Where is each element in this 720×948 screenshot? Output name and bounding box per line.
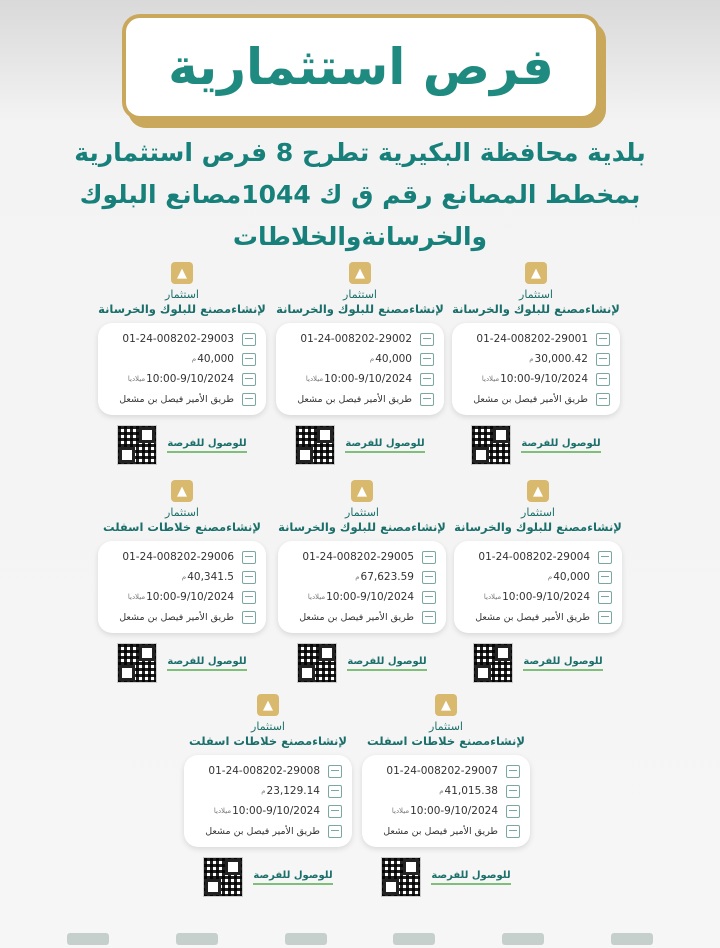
- card-header: [184, 719, 352, 749]
- qr-label: للوصول للفرصة: [167, 656, 246, 671]
- area-unit: م: [369, 355, 375, 363]
- date-row: [286, 369, 434, 389]
- code-row: [194, 761, 342, 781]
- area-unit: م: [181, 573, 187, 581]
- map-icon: [420, 393, 434, 406]
- location: طريق الأمير فيصل بن مشعل: [205, 825, 320, 837]
- qr-code-icon[interactable]: [471, 425, 511, 465]
- deadline-unit: ميلاديا: [305, 375, 324, 383]
- area-unit: م: [439, 787, 444, 795]
- headline-line: بمخطط المصانع رقم ق ك 1044مصانع البلوك: [79, 180, 641, 209]
- opportunity-code: 01-24-008202-29003: [122, 333, 234, 345]
- area-row: [462, 349, 610, 369]
- municipality-logo-icon: ▲: [171, 262, 193, 284]
- code-row: [464, 547, 612, 567]
- code-row: [462, 329, 610, 349]
- municipality-logo-icon: ▲: [435, 694, 457, 716]
- date-row: [372, 801, 520, 821]
- area-value: 41,015.38: [444, 785, 498, 797]
- date-row: [108, 369, 256, 389]
- deadline: 10:00-9/10/2024: [146, 373, 234, 385]
- qr-label: للوصول للفرصة: [523, 656, 602, 671]
- opportunity-card: [452, 262, 620, 465]
- card-kind: استثمار: [429, 720, 463, 733]
- card-title: لإنشاءمصنع للبلوك والخرسانة: [454, 520, 622, 534]
- qr-code-icon[interactable]: [381, 857, 421, 897]
- card-header: [362, 719, 530, 749]
- area-icon: [506, 785, 520, 798]
- calendar-icon: [328, 805, 342, 818]
- map-icon: [242, 611, 256, 624]
- opportunity-card: [98, 480, 266, 683]
- area-icon: [422, 571, 436, 584]
- map-icon: [242, 393, 256, 406]
- calendar-icon: [242, 591, 256, 604]
- card-kind: استثمار: [519, 288, 553, 301]
- deadline-unit: ميلاديا: [213, 807, 232, 815]
- card-kind: استثمار: [165, 288, 199, 301]
- id-icon: [328, 765, 342, 778]
- headline-line: بلدية محافظة البكيرية تطرح 8 فرص استثمارية: [74, 138, 646, 167]
- qr-code-icon[interactable]: [297, 643, 337, 683]
- map-icon: [598, 611, 612, 624]
- qr-row[interactable]: [278, 643, 446, 683]
- qr-label: للوصول للفرصة: [431, 870, 510, 885]
- deadline: 10:00-9/10/2024: [232, 805, 320, 817]
- opportunity-code: 01-24-008202-29005: [302, 551, 414, 563]
- page-title: فرص استثمارية: [168, 38, 554, 96]
- id-icon: [506, 765, 520, 778]
- code-row: [286, 329, 434, 349]
- card-details: [276, 323, 444, 415]
- area-value: 67,623.59: [360, 571, 414, 583]
- card-kind: استثمار: [345, 506, 379, 519]
- card-kind: استثمار: [343, 288, 377, 301]
- card-details: [98, 541, 266, 633]
- partner-logo: [176, 933, 218, 945]
- qr-row[interactable]: [98, 425, 266, 465]
- location-row: [288, 607, 436, 627]
- area-row: [464, 567, 612, 587]
- location: طريق الأمير فيصل بن مشعل: [383, 825, 498, 837]
- area-icon: [242, 353, 256, 366]
- qr-row[interactable]: [362, 857, 530, 897]
- partner-logo: [285, 933, 327, 945]
- area-row: [108, 567, 256, 587]
- card-details: [362, 755, 530, 847]
- municipality-logo-icon: ▲: [525, 262, 547, 284]
- qr-label: للوصول للفرصة: [253, 870, 332, 885]
- footer-logos: [0, 930, 720, 948]
- qr-code-icon[interactable]: [295, 425, 335, 465]
- id-icon: [596, 333, 610, 346]
- card-kind: استثمار: [521, 506, 555, 519]
- card-header: [98, 287, 266, 317]
- map-icon: [506, 825, 520, 838]
- opportunity-card: [276, 262, 444, 465]
- card-header: [452, 287, 620, 317]
- area-value: 40,000: [375, 353, 412, 365]
- code-row: [372, 761, 520, 781]
- location: طريق الأمير فيصل بن مشعل: [475, 611, 590, 623]
- calendar-icon: [596, 373, 610, 386]
- card-details: [278, 541, 446, 633]
- deadline-unit: ميلاديا: [481, 375, 500, 383]
- area-icon: [420, 353, 434, 366]
- card-title: لإنشاءمصنع للبلوك والخرسانة: [276, 302, 444, 316]
- location: طريق الأمير فيصل بن مشعل: [119, 393, 234, 405]
- opportunity-code: 01-24-008202-29004: [478, 551, 590, 563]
- id-icon: [420, 333, 434, 346]
- location-row: [372, 821, 520, 841]
- municipality-logo-icon: ▲: [527, 480, 549, 502]
- area-unit: م: [355, 573, 360, 581]
- opportunity-code: 01-24-008202-29007: [386, 765, 498, 777]
- deadline-unit: ميلاديا: [127, 593, 146, 601]
- date-row: [194, 801, 342, 821]
- opportunity-card: [454, 480, 622, 683]
- calendar-icon: [420, 373, 434, 386]
- deadline: 10:00-9/10/2024: [502, 591, 590, 603]
- opportunity-code: 01-24-008202-29006: [122, 551, 234, 563]
- calendar-icon: [506, 805, 520, 818]
- map-icon: [596, 393, 610, 406]
- calendar-icon: [242, 373, 256, 386]
- area-icon: [242, 571, 256, 584]
- location-row: [462, 389, 610, 409]
- area-value: 30,000.42: [534, 353, 588, 365]
- deadline: 10:00-9/10/2024: [326, 591, 414, 603]
- location-row: [108, 389, 256, 409]
- calendar-icon: [422, 591, 436, 604]
- location-row: [108, 607, 256, 627]
- partner-logo: [393, 933, 435, 945]
- area-row: [286, 349, 434, 369]
- qr-label: للوصول للفرصة: [345, 438, 424, 453]
- card-header: [98, 505, 266, 535]
- card-title: لإنشاءمصنع للبلوك والخرسانة: [278, 520, 446, 534]
- card-title: لإنشاءمصنع خلاطات اسفلت: [189, 734, 347, 748]
- area-unit: م: [529, 355, 534, 363]
- card-header: [276, 287, 444, 317]
- id-icon: [242, 551, 256, 564]
- opportunity-code: 01-24-008202-29002: [300, 333, 412, 345]
- area-row: [372, 781, 520, 801]
- id-icon: [422, 551, 436, 564]
- deadline: 10:00-9/10/2024: [146, 591, 234, 603]
- qr-label: للوصول للفرصة: [167, 438, 246, 453]
- area-value: 23,129.14: [266, 785, 320, 797]
- qr-row[interactable]: [454, 643, 622, 683]
- municipality-logo-icon: ▲: [171, 480, 193, 502]
- code-row: [108, 329, 256, 349]
- opportunity-code: 01-24-008202-29001: [476, 333, 588, 345]
- municipality-logo-icon: ▲: [257, 694, 279, 716]
- date-row: [288, 587, 436, 607]
- qr-code-icon[interactable]: [117, 643, 157, 683]
- location-row: [464, 607, 612, 627]
- area-row: [194, 781, 342, 801]
- location: طريق الأمير فيصل بن مشعل: [473, 393, 588, 405]
- card-title: لإنشاءمصنع للبلوك والخرسانة: [98, 302, 266, 316]
- qr-row[interactable]: [184, 857, 352, 897]
- card-header: [454, 505, 622, 535]
- qr-label: للوصول للفرصة: [521, 438, 600, 453]
- map-icon: [422, 611, 436, 624]
- headline: [40, 132, 680, 258]
- opportunity-card: [278, 480, 446, 683]
- area-value: 40,000: [553, 571, 590, 583]
- location-row: [286, 389, 434, 409]
- card-title: لإنشاءمصنع خلاطات اسفلت: [367, 734, 525, 748]
- partner-logo: [611, 933, 653, 945]
- deadline-unit: ميلاديا: [483, 593, 502, 601]
- partner-logo: [502, 933, 544, 945]
- deadline: 10:00-9/10/2024: [324, 373, 412, 385]
- municipality-logo-icon: ▲: [349, 262, 371, 284]
- deadline: 10:00-9/10/2024: [500, 373, 588, 385]
- area-row: [108, 349, 256, 369]
- deadline-unit: ميلاديا: [307, 593, 326, 601]
- deadline: 10:00-9/10/2024: [410, 805, 498, 817]
- area-value: 40,000: [197, 353, 234, 365]
- area-unit: م: [547, 573, 553, 581]
- date-row: [464, 587, 612, 607]
- card-title: لإنشاءمصنع للبلوك والخرسانة: [452, 302, 620, 316]
- card-details: [452, 323, 620, 415]
- qr-label: للوصول للفرصة: [347, 656, 426, 671]
- qr-code-icon[interactable]: [117, 425, 157, 465]
- location: طريق الأمير فيصل بن مشعل: [119, 611, 234, 623]
- area-value: 40,341.5: [187, 571, 234, 583]
- calendar-icon: [598, 591, 612, 604]
- card-kind: استثمار: [251, 720, 285, 733]
- date-row: [108, 587, 256, 607]
- card-details: [98, 323, 266, 415]
- map-icon: [328, 825, 342, 838]
- card-details: [454, 541, 622, 633]
- partner-logo: [67, 933, 109, 945]
- id-icon: [242, 333, 256, 346]
- location-row: [194, 821, 342, 841]
- location: طريق الأمير فيصل بن مشعل: [299, 611, 414, 623]
- qr-row[interactable]: [276, 425, 444, 465]
- code-row: [288, 547, 436, 567]
- opportunity-card: [184, 694, 352, 897]
- headline-line: والخرسانةوالخلاطات: [232, 222, 488, 251]
- code-row: [108, 547, 256, 567]
- id-icon: [598, 551, 612, 564]
- deadline-unit: ميلاديا: [127, 375, 146, 383]
- qr-code-icon[interactable]: [473, 643, 513, 683]
- qr-row[interactable]: [98, 643, 266, 683]
- qr-code-icon[interactable]: [203, 857, 243, 897]
- card-title: لإنشاءمصنع خلاطات اسفلت: [103, 520, 261, 534]
- opportunity-card: [362, 694, 530, 897]
- municipality-logo-icon: ▲: [351, 480, 373, 502]
- card-details: [184, 755, 352, 847]
- area-icon: [596, 353, 610, 366]
- area-row: [288, 567, 436, 587]
- qr-row[interactable]: [452, 425, 620, 465]
- card-kind: استثمار: [165, 506, 199, 519]
- area-unit: م: [261, 787, 266, 795]
- title-banner: [122, 14, 600, 120]
- deadline-unit: ميلاديا: [391, 807, 410, 815]
- area-unit: م: [191, 355, 197, 363]
- location: طريق الأمير فيصل بن مشعل: [297, 393, 412, 405]
- card-header: [278, 505, 446, 535]
- opportunity-card: [98, 262, 266, 465]
- date-row: [462, 369, 610, 389]
- area-icon: [598, 571, 612, 584]
- opportunity-code: 01-24-008202-29008: [208, 765, 320, 777]
- area-icon: [328, 785, 342, 798]
